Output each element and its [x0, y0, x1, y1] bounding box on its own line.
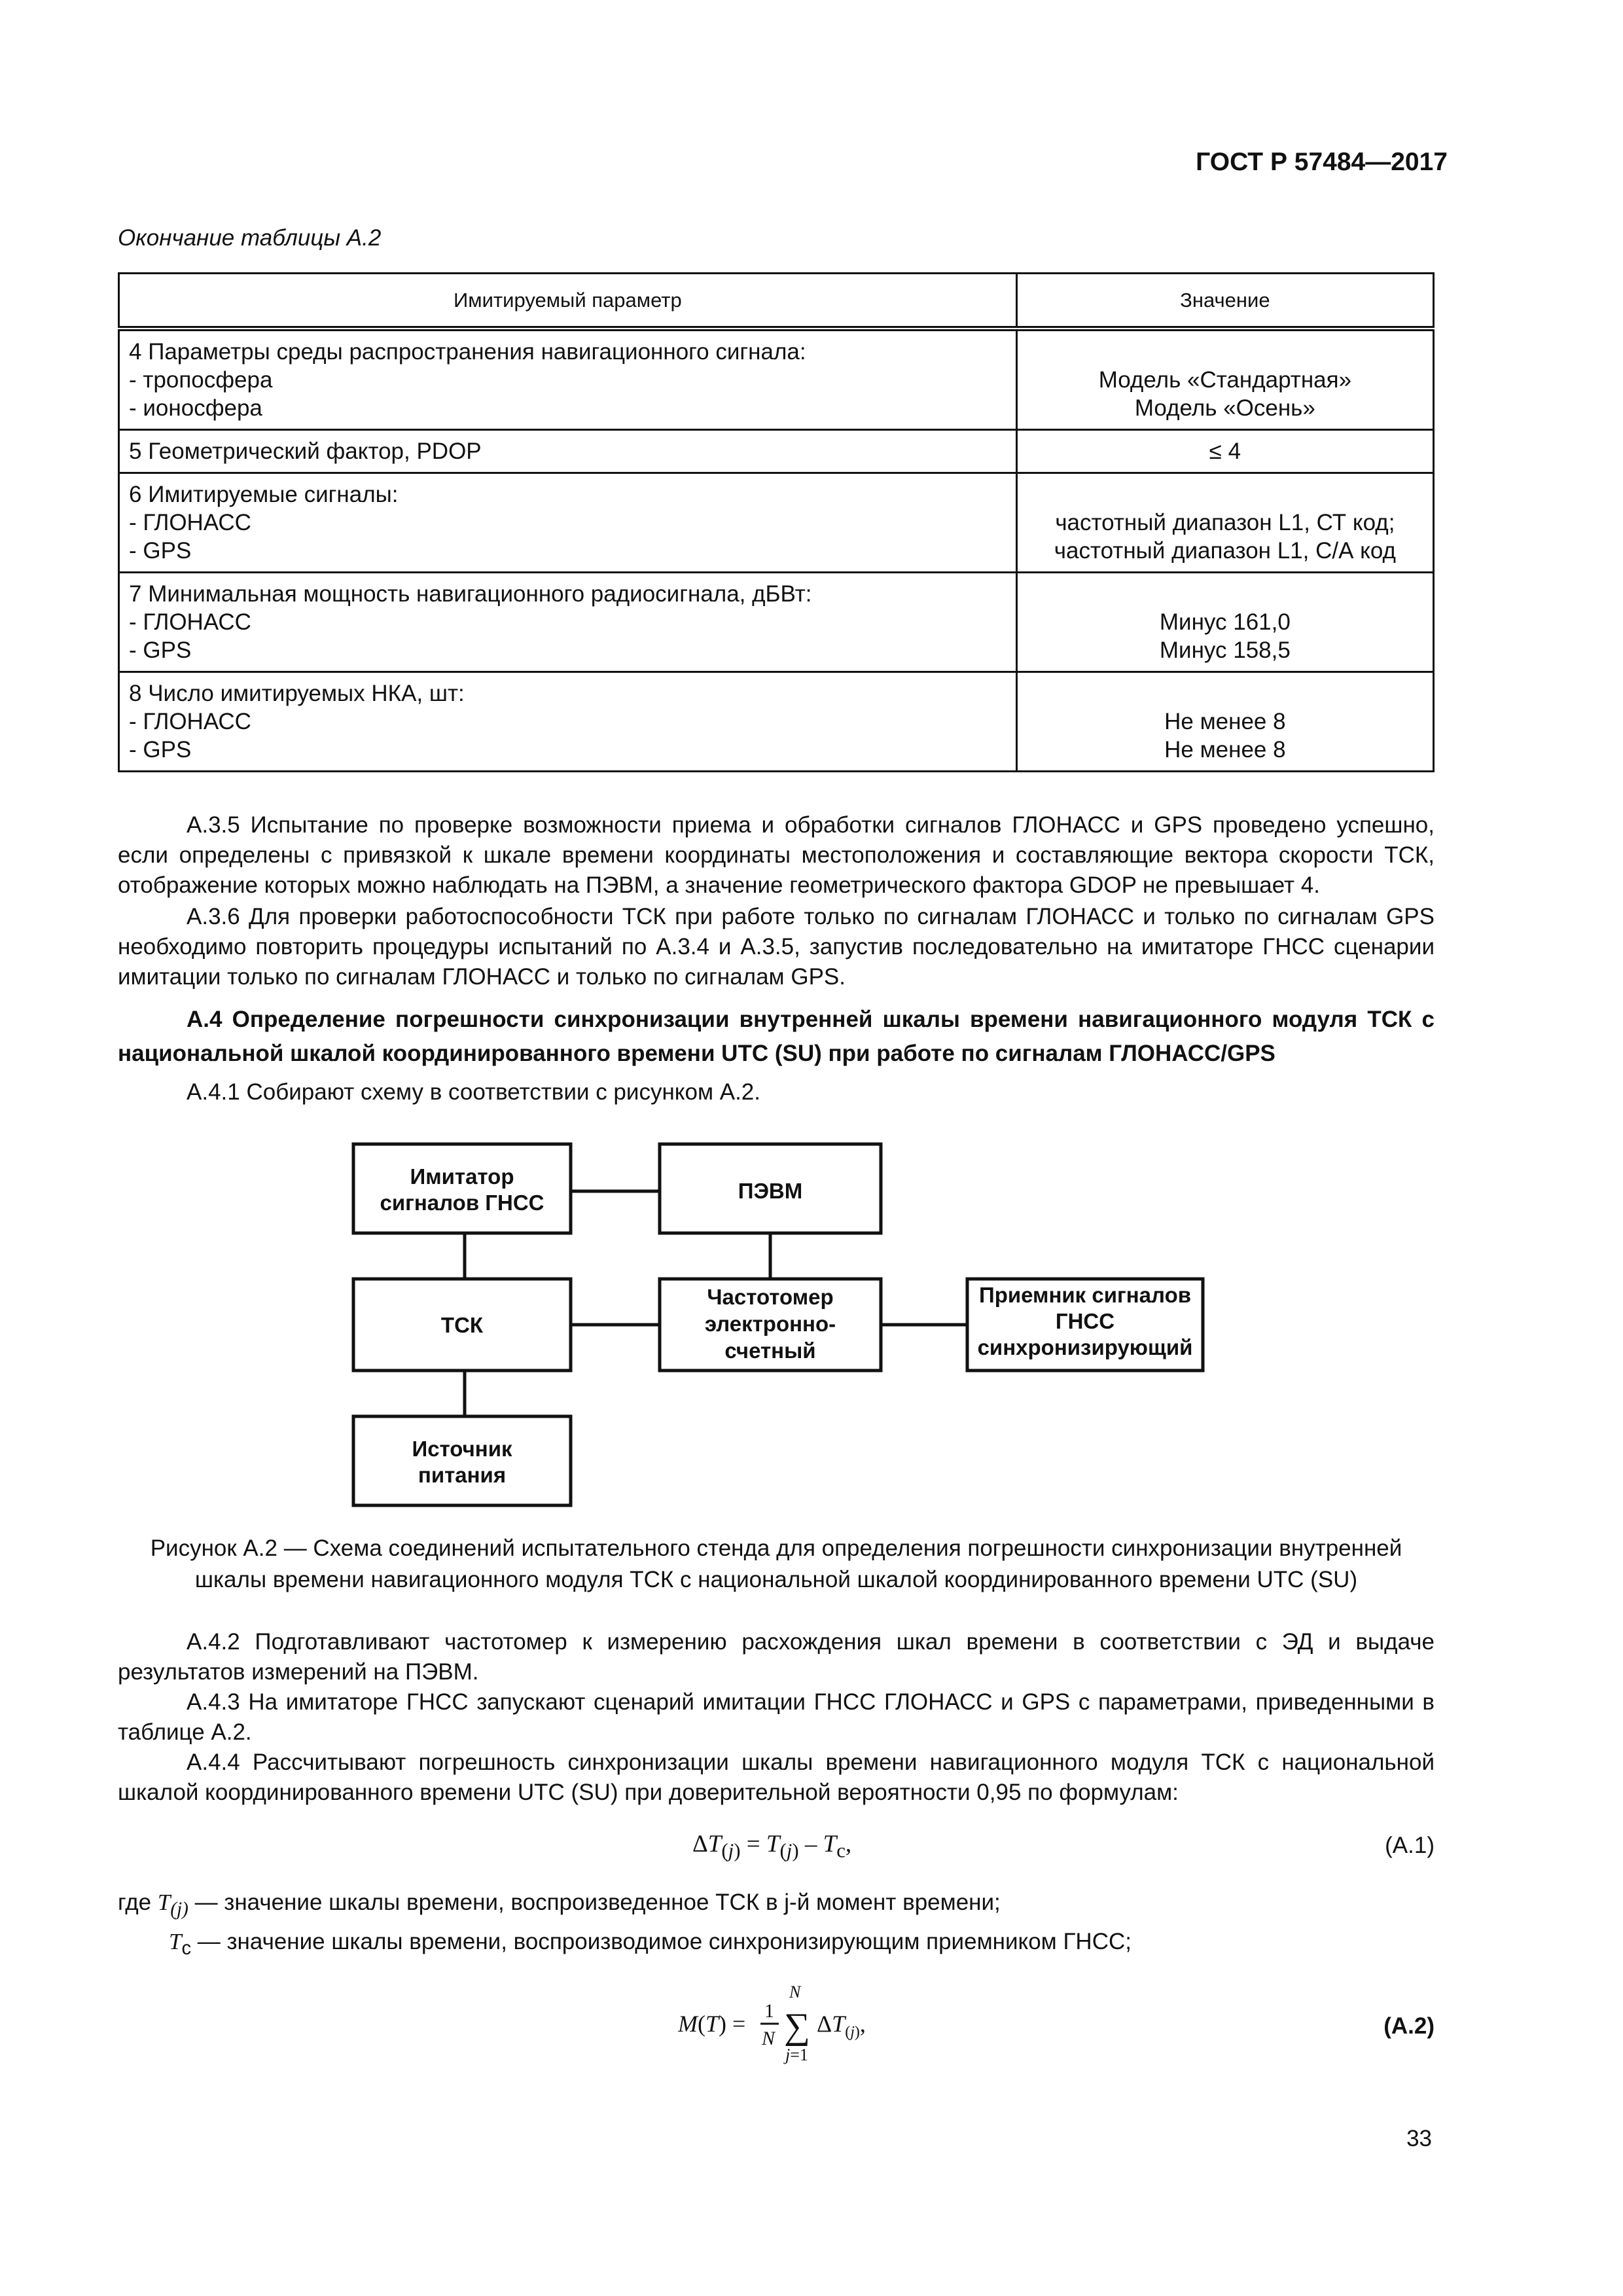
value-line: Не менее 8 — [1164, 737, 1286, 762]
value-line: частотный диапазон L1, СТ код; — [1055, 510, 1395, 535]
receiver-label-line3: синхронизирующий — [977, 1335, 1193, 1359]
param-line: - ионосфера — [129, 395, 262, 421]
simulator-label-line1: Имитатор — [410, 1164, 514, 1189]
table-caption: Окончание таблицы А.2 — [118, 225, 382, 251]
param-line: - ГЛОНАСС — [129, 709, 251, 734]
param-line: - ГЛОНАСС — [129, 609, 251, 635]
power-label-line1: Источник — [412, 1437, 512, 1461]
where-prefix: где — [118, 1890, 152, 1915]
param-line: 8 Число имитируемых НКА, шт: — [129, 681, 465, 706]
value-line: Модель «Стандартная» — [1098, 367, 1352, 393]
counter-label-line2: электронно- — [704, 1312, 836, 1336]
figure-caption — [118, 1533, 1435, 1596]
param-line: 7 Минимальная мощность навигационного радиосигнала, дБВт: — [129, 581, 812, 607]
paragraph-a41: А.4.1 Собирают схему в соответствии с рисунком А.2. — [187, 1079, 760, 1105]
where-tc-text: — значение шкалы времени, воспроизводимое синхронизирующим приемником ГНСС; — [197, 1929, 1132, 1954]
param-line: 6 Имитируемые сигналы: — [129, 482, 399, 507]
svg-text:1: 1 — [764, 2000, 774, 2022]
column-header-parameter: Имитируемый параметр — [119, 274, 1017, 329]
where-tj: где $T_{(j)}$ — значение шкалы времени, воспроизведенное ТСК в j-й момент времени; — [118, 1890, 1001, 1920]
page-number: 33 — [1406, 2126, 1432, 2151]
column-header-value: Значение — [1016, 274, 1433, 329]
paragraph-a42: А.4.2 Подготавливают частотомер к измерению расхождения шкал времени в соответствии с ЭД и выдаче результатов измерений на ПЭВМ. — [118, 1629, 1435, 1685]
paragraph-a44: А.4.4 Рассчитывают погрешность синхронизации шкалы времени навигационного модуля ТСК с национальной шкалой координированного времени UTC (SU) при доверительной вероятности 0,95 по формулам: — [118, 1749, 1435, 1805]
param-line: 5 Геометрический фактор, PDOP — [129, 439, 482, 464]
paragraph-a35: А.3.5 Испытание по проверке возможности приема и обработки сигналов ГЛОНАСС и GPS проведено успешно, если определены с привязкой к шкале времени координаты местоположения и составляющие вектора скорости ТСК, отображение которых можно наблюдать на ПЭВМ, а значение геометрического фактора GDOP не превышает 4. — [118, 812, 1435, 898]
value-line: ≤ 4 — [1209, 439, 1241, 464]
value-line: Модель «Осень» — [1134, 395, 1315, 421]
counter-label-line1: Частотомер — [707, 1285, 834, 1309]
svg-text:N: N — [789, 1982, 801, 2001]
receiver-label-line1: Приемник сигналов — [978, 1283, 1192, 1307]
pc-label: ПЭВМ — [738, 1179, 803, 1203]
value-line: Минус 158,5 — [1159, 637, 1291, 663]
param-line: - GPS — [129, 737, 192, 762]
param-line: - GPS — [129, 637, 192, 663]
where-tj-text: — значение шкалы времени, воспроизведенное ТСК в j-й момент времени; — [194, 1890, 1001, 1915]
tsk-label: ТСК — [440, 1313, 484, 1337]
simulator-label-line2: сигналов ГНСС — [380, 1191, 544, 1215]
figure-caption-line2: шкалы времени навигационного модуля ТСК с национальной шкалой координированного времени UTC (SU) — [194, 1567, 1358, 1592]
param-line: - тропосфера — [129, 367, 273, 393]
param-line: - ГЛОНАСС — [129, 510, 251, 535]
param-line: 4 Параметры среды распространения навигационного сигнала: — [129, 339, 806, 365]
where-tc: $T_c$ — значение шкалы времени, воспроизводимое синхронизирующим приемником ГНСС; — [169, 1929, 1132, 1959]
value-line: Не менее 8 — [1164, 709, 1286, 734]
formula-a2-graphic — [678, 1974, 887, 2072]
svg-text:j=1: j=1 — [785, 2045, 808, 2064]
standard-header: ГОСТ Р 57484—2017 — [1196, 148, 1448, 176]
paragraph-a43: А.4.3 На имитаторе ГНСС запускают сценарий имитации ГНСС ГЛОНАСС и GPS с параметрами, приведенными в таблице А.2. — [118, 1689, 1435, 1745]
section-heading-a4: А.4 Определение погрешности синхронизации внутренней шкалы времени навигационного модуля ТСК с национальной шкалой координированного времени UTC (SU) при работе по сигналам ГЛОНАСС/GPS — [118, 1007, 1435, 1066]
value-line: частотный диапазон L1, С/А код — [1054, 538, 1396, 564]
receiver-label-line2: ГНСС — [1055, 1309, 1115, 1333]
formula-a2-number: (А.2) — [1383, 2013, 1435, 2039]
value-line: Минус 161,0 — [1159, 609, 1291, 635]
svg-text:ΔT(j),: $\Delta T_{(j)}$, — [817, 2011, 866, 2041]
param-line: - GPS — [129, 538, 192, 564]
formula-a1: $\Delta T_{(j)} = T_{(j)} - T_c$, — [692, 1831, 852, 1862]
svg-text:N: N — [762, 2028, 776, 2049]
paragraph-a36: А.3.6 Для проверки работоспособности ТСК при работе только по сигналам ГЛОНАСС и только по сигналам GPS необходимо повторить процедуры испытаний по А.3.4 и А.3.5, запустив последовательно на имитаторе ГНСС сценарии имитации только по сигналам ГЛОНАСС и только по сигналам GPS. — [118, 904, 1435, 990]
figure-caption-line1: Рисунок А.2 — Схема соединений испытательного стенда для определения погрешности синхронизации внутренней — [150, 1535, 1402, 1561]
formula-a1-number: (А.1) — [1385, 1833, 1435, 1858]
counter-label-line3: счетный — [724, 1338, 816, 1363]
svg-text:∑: ∑ — [784, 2006, 810, 2047]
formula-a2 — [678, 1974, 887, 2079]
svg-text:M(T) =: M(T) = — [678, 2011, 746, 2037]
block-simulator — [353, 1144, 571, 1233]
block-power — [353, 1416, 571, 1505]
power-label-line2: питания — [418, 1463, 507, 1487]
